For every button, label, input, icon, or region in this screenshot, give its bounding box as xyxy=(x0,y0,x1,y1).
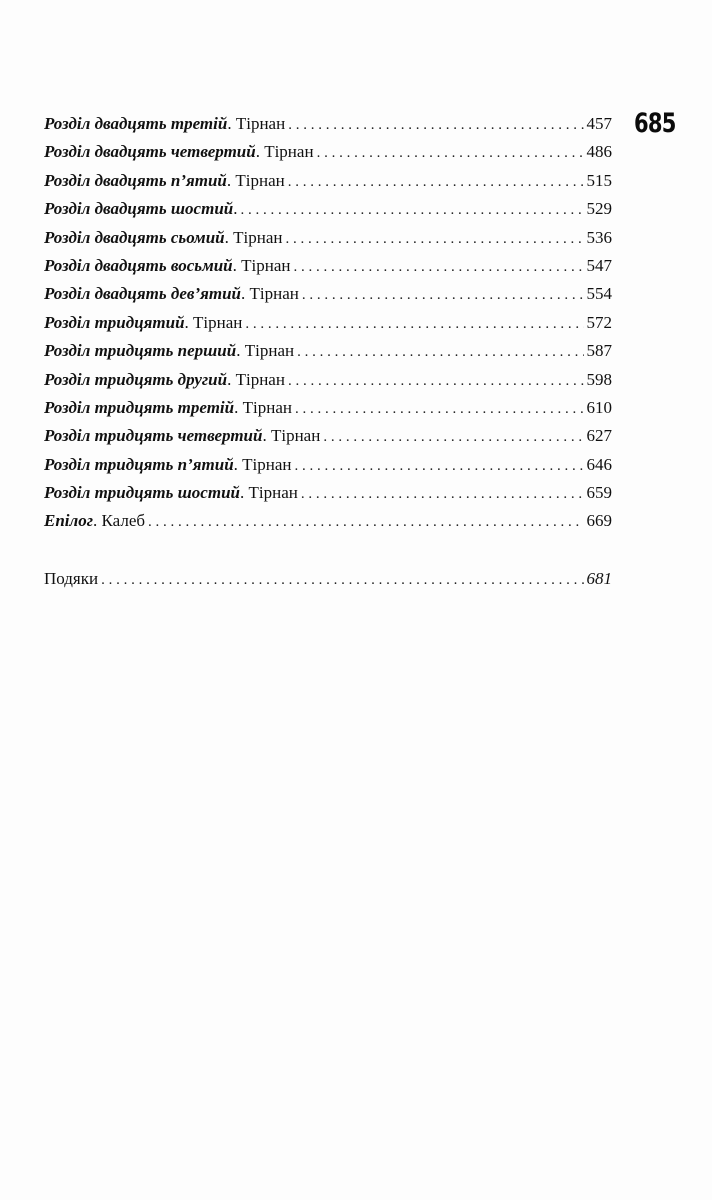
toc-entry-page: 646 xyxy=(586,454,612,474)
toc-entry xyxy=(44,280,612,308)
toc-entry xyxy=(44,138,612,166)
toc-entry-narrator: . Тірнан xyxy=(236,341,295,361)
toc-entry xyxy=(44,309,612,337)
dot-leader xyxy=(317,139,584,167)
dot-leader xyxy=(288,367,584,395)
dot-leader xyxy=(295,395,584,423)
toc-entry-title: Розділ тридцять п’ятий xyxy=(44,454,234,474)
toc-entry-title: Розділ тридцять перший xyxy=(44,341,237,361)
toc-entry-page: 627 xyxy=(586,426,612,446)
toc-entry-title: Розділ двадцять третій xyxy=(44,114,228,133)
toc-entry-page: 659 xyxy=(586,483,612,503)
toc-entry-page: 554 xyxy=(586,284,612,304)
toc-entry xyxy=(44,224,612,252)
toc-entry xyxy=(44,167,612,195)
toc-entry-title: Подяки xyxy=(44,568,99,588)
toc-entry-page: 572 xyxy=(586,312,612,332)
toc-entry xyxy=(44,422,612,450)
toc-entry xyxy=(44,451,612,479)
dot-leader xyxy=(288,168,584,196)
dot-leader xyxy=(301,480,584,508)
toc-entry-title: Епілог xyxy=(44,511,94,531)
toc-entry-page: 681 xyxy=(586,568,612,588)
toc-entry-title: Розділ тридцятий xyxy=(44,312,185,332)
toc-entry-title: Розділ тридцять другий xyxy=(44,369,228,389)
page-number: 685 xyxy=(634,108,676,139)
toc-entry-title: Розділ тридцять шостий xyxy=(44,483,240,503)
dot-leader xyxy=(285,225,583,253)
toc-entry xyxy=(44,507,612,535)
toc-entry xyxy=(44,195,612,223)
toc-entry-narrator: . Тірнан xyxy=(233,454,292,474)
dot-leader xyxy=(302,281,584,309)
toc-entry-page: 486 xyxy=(586,142,612,162)
dot-leader xyxy=(294,253,584,281)
toc-entry-title: Розділ двадцять п’ятий xyxy=(44,170,227,190)
toc-entry-narrator: . Тірнан xyxy=(234,397,292,417)
toc-entry xyxy=(44,394,612,422)
toc-entry-page: 457 xyxy=(586,114,612,133)
dot-leader xyxy=(288,111,583,139)
toc-entry-title: Розділ двадцять дев’ятий xyxy=(44,284,242,304)
dot-leader xyxy=(148,508,583,536)
toc-entry-page: 598 xyxy=(586,369,612,389)
toc-entry-narrator: . xyxy=(233,199,238,219)
toc-entry-title: Розділ двадцять шостий xyxy=(44,199,234,219)
toc-entry-narrator: . Тірнан xyxy=(262,426,321,446)
toc-entry xyxy=(44,479,612,507)
toc-entry xyxy=(44,110,612,138)
toc-entry-page: 515 xyxy=(586,170,612,190)
dot-leader xyxy=(240,196,583,224)
toc-entry-narrator: . Тірнан xyxy=(226,170,285,190)
toc-entry-page: 610 xyxy=(586,397,612,417)
toc-entry-title: Розділ двадцять четвертий xyxy=(44,142,256,162)
toc-entry-page: 529 xyxy=(586,199,612,219)
section-gap xyxy=(44,536,612,565)
toc-entry xyxy=(44,252,612,280)
toc-entry-title: Розділ тридцять третій xyxy=(44,397,235,417)
dot-leader xyxy=(323,423,583,451)
toc-entry xyxy=(44,366,612,394)
toc-entry-narrator: . Тірнан xyxy=(255,142,314,162)
toc-entry-page: 587 xyxy=(586,341,612,361)
toc-entry-narrator: . Калеб xyxy=(93,511,146,531)
dot-leader xyxy=(297,338,583,366)
toc-entry-page: 669 xyxy=(586,511,612,531)
toc-entry-narrator: . Тірнан xyxy=(224,227,283,247)
toc-entry-narrator: . Тірнан xyxy=(240,483,298,503)
table-of-contents xyxy=(44,110,612,593)
dot-leader xyxy=(295,452,584,480)
dot-leader xyxy=(245,310,583,338)
toc-entry-narrator: . Тірнан xyxy=(241,284,299,304)
toc-entry-title: Розділ тридцять четвертий xyxy=(44,426,263,446)
toc-entry-page: 547 xyxy=(586,255,612,275)
dot-leader xyxy=(101,566,583,594)
toc-entry-narrator: . Тірнан xyxy=(184,312,243,332)
toc-entry-narrator: . Тірнан xyxy=(227,369,285,389)
toc-entry-page: 536 xyxy=(586,227,612,247)
toc-entry-acknowledgements xyxy=(44,565,612,593)
toc-entry xyxy=(44,337,612,365)
toc-entry-title: Розділ двадцять восьмий xyxy=(44,255,233,275)
toc-entry-narrator: . Тірнан xyxy=(227,114,286,133)
toc-entry-title: Розділ двадцять сьомий xyxy=(44,227,225,247)
toc-entry-narrator: . Тірнан xyxy=(232,255,291,275)
